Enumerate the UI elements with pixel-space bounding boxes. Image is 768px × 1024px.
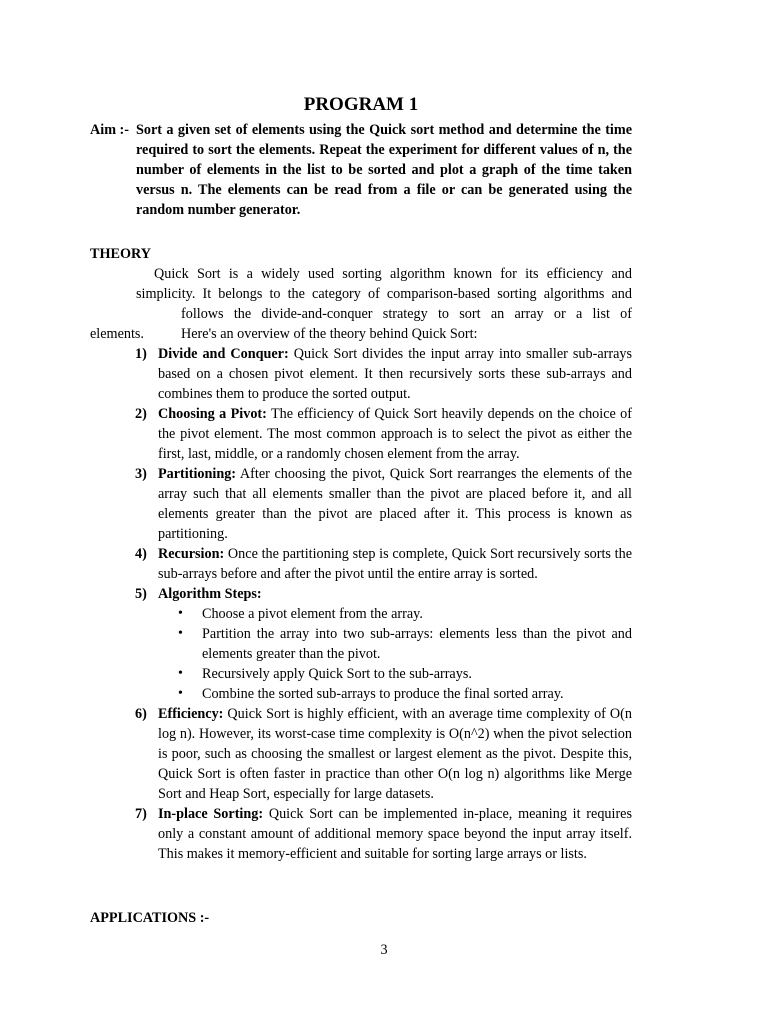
step-item: [158, 624, 632, 664]
bullet-icon: •: [178, 686, 183, 701]
item-text: The efficiency of Quick Sort heavily depends on the choice of the pivot element. The most common approach is to select the pivot as either the first, last, middle, or a randomly chosen element from the array.: [158, 406, 632, 462]
step-item: [158, 664, 632, 684]
aim-section: [90, 120, 632, 220]
item-number: 7): [135, 806, 147, 822]
item-term: Algorithm Steps:: [158, 586, 262, 602]
bullet-icon: •: [178, 606, 183, 621]
theory-item: [90, 404, 632, 464]
item-text: After choosing the pivot, Quick Sort rearranges the elements of the array such that all elements smaller than the pivot are placed before it, and all elements greater than the pivot are placed after it. This process is known as partitioning.: [158, 466, 632, 542]
item-text: Once the partitioning step is complete, Quick Sort recursively sorts the sub-arrays before and after the pivot until the entire array is sorted.: [158, 546, 632, 582]
intro-line: [90, 324, 632, 344]
item-number: 6): [135, 706, 147, 722]
item-term: Efficiency:: [158, 706, 224, 722]
item-number: 5): [135, 586, 147, 602]
aim-label: Aim :-: [90, 122, 130, 138]
item-term: Divide and Conquer:: [158, 346, 289, 362]
bullet-icon: •: [178, 626, 183, 641]
theory-item: [90, 464, 632, 544]
step-text: Choose a pivot element from the array.: [202, 606, 423, 622]
applications-heading: APPLICATIONS :-: [90, 910, 210, 926]
step-text: Partition the array into two sub-arrays: elements less than the pivot and elements greater than the pivot.: [202, 626, 632, 662]
theory-intro: [90, 264, 632, 344]
theory-item: [90, 804, 632, 864]
item-number: 1): [135, 346, 147, 362]
intro-line-end: Here's an overview of the theory behind Quick Sort:: [181, 326, 478, 342]
theory-item: [90, 584, 632, 704]
item-term: In-place Sorting:: [158, 806, 264, 822]
theory-item: [90, 704, 632, 804]
item-term: Partitioning:: [158, 466, 237, 482]
theory-list: [90, 344, 632, 864]
item-text: Quick Sort is highly efficient, with an average time complexity of O(n log n). However, its worst-case time complexity is O(n^2) when the pivot selection is poor, such as choosing the smallest or largest element as the pivot. Despite this, Quick Sort is often faster in practice than other O(n log n) algorithms like Merge Sort and Heap Sort, especially for large datasets.: [158, 706, 632, 802]
step-item: [158, 604, 632, 624]
theory-item: [90, 544, 632, 584]
item-text: Quick Sort divides the input array into smaller sub-arrays based on a chosen pivot element. It then recursively sorts these sub-arrays and combines them to produce the sorted output.: [158, 346, 632, 402]
item-text: Quick Sort can be implemented in-place, meaning it requires only a constant amount of additional memory space beyond the input array itself. This makes it memory-efficient and suitable for sorting large arrays or lists.: [158, 806, 633, 862]
intro-line: Quick Sort is a widely used sorting algorithm known for its efficiency and: [154, 266, 632, 282]
intro-line: follows the divide-and-conquer strategy to sort an array or a list of: [181, 306, 632, 322]
theory-heading: THEORY: [90, 246, 151, 262]
bullet-icon: •: [178, 666, 183, 681]
intro-line-start: elements.: [90, 326, 144, 342]
item-number: 3): [135, 466, 147, 482]
aim-text: Sort a given set of elements using the Quick sort method and determine the time required to sort the elements. Repeat the experiment for different values of n, the number of elements in the list to be sorted and plot a graph of the time taken versus n. The elements can be read from a file or can be generated using the random number generator.: [136, 122, 632, 218]
step-item: [158, 684, 632, 704]
page-title: PROGRAM 1: [303, 94, 419, 115]
page-number: 3: [380, 942, 388, 958]
item-term: Choosing a Pivot:: [158, 406, 267, 422]
item-term: Recursion:: [158, 546, 225, 562]
theory-item: [90, 344, 632, 404]
item-number: 4): [135, 546, 147, 562]
intro-line: simplicity. It belongs to the category of comparison-based sorting algorithms and: [136, 286, 632, 302]
algorithm-steps-list: [158, 604, 632, 704]
item-number: 2): [135, 406, 147, 422]
step-text: Combine the sorted sub-arrays to produce the final sorted array.: [202, 686, 564, 702]
step-text: Recursively apply Quick Sort to the sub-arrays.: [202, 666, 472, 682]
